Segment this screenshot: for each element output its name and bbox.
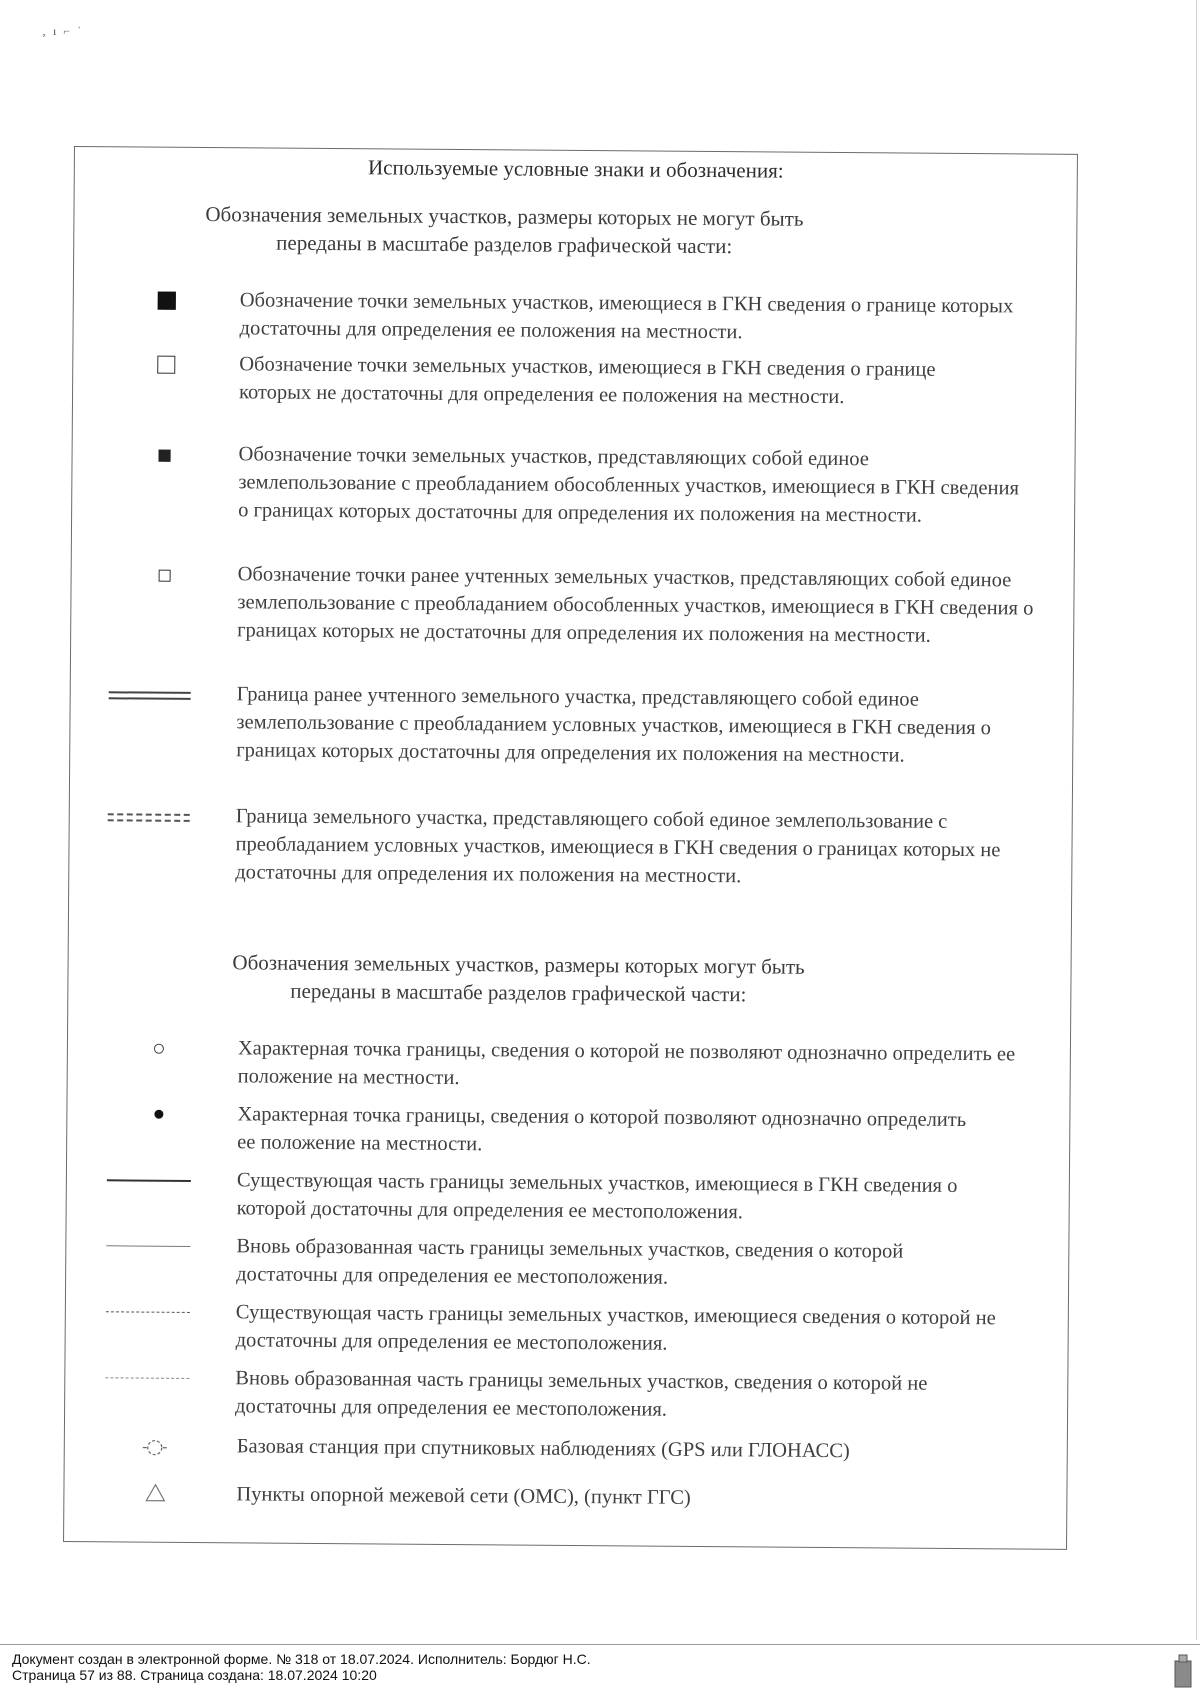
legend-frame: [63, 146, 1078, 1550]
section-2-heading-line1: Обозначения земельных участков, размеры которых могут быть: [218, 948, 818, 981]
section-1-heading-line1: Обозначения земельных участков, размеры которых не могут быть: [204, 200, 804, 233]
legend-item-text: Пункты опорной межевой сети (ОМС), (пункт ГГС): [236, 1480, 1036, 1514]
legend-item-text: Граница ранее учтенного земельного участка, представляющего собой единое землепользование с преобладанием условных участков, имеющиеся в ГКН сведения о границах которых достаточны для определения их положения на местности.: [236, 680, 1037, 770]
legend-item-text: Вновь образованная часть границы земельных участков, сведения о которой достаточны для определения ее местоположения.: [236, 1232, 956, 1294]
legend-item-text: Граница земельного участка, представляющего собой единое землепользование с преобладанием условных участков, имеющиеся в ГКН сведения о границах которых не достаточны для определения их положения на местности.: [235, 802, 1036, 892]
base-station-icon: [141, 1434, 169, 1462]
section-2-heading-line2: переданы в масштабе разделов графической части:: [218, 976, 818, 1009]
legend-item: [74, 285, 1076, 293]
legend-item-text: Обозначение точки земельных участков, представляющих собой единое землепользование с преобладанием обособленных участков, имеющиеся в ГКН сведения о границах которых достаточны для определения их положения на местности.: [238, 440, 1029, 530]
legend-item-text: Обозначение точки земельных участков, имеющиеся в ГКН сведения о границе которых достаточны для определения ее положения на местности.: [239, 286, 1019, 348]
open-square-icon: [157, 356, 175, 374]
legend-item: [68, 1099, 1070, 1107]
triangle-icon: [144, 1482, 166, 1504]
legend-item: [72, 559, 1074, 567]
small-filled-square-icon: [159, 450, 171, 462]
filled-circle-icon: [154, 1110, 163, 1119]
double-line-icon: [109, 691, 191, 700]
small-open-square-icon: [159, 570, 171, 582]
open-circle-icon: [154, 1044, 164, 1054]
legend-item: [66, 1231, 1068, 1239]
section-1-heading: [204, 200, 804, 261]
legend-item: [73, 439, 1075, 447]
legend-item-text: Характерная точка границы, сведения о которой позволяют однозначно определить ее положение на местности.: [237, 1100, 977, 1162]
thin-dashed-line-icon: [105, 1377, 189, 1379]
legend-item-text: Вновь образованная часть границы земельных участков, сведения о которой не достаточны для определения ее местоположения.: [235, 1364, 955, 1426]
dashed-line-icon: [106, 1311, 190, 1313]
dashed-double-line-icon: [108, 813, 190, 822]
section-2-heading: [218, 948, 818, 1009]
document-footer: [0, 1644, 1200, 1699]
legend-item: [65, 1431, 1067, 1439]
legend-item-text: Существующая часть границы земельных участков, имеющиеся сведения о которой не достаточны для определения ее местоположения.: [236, 1298, 1026, 1360]
legend-item-text: Обозначение точки земельных участков, имеющиеся в ГКН сведения о границе которых не достаточны для определения ее положения на местности.: [239, 350, 959, 412]
legend-item-text: Существующая часть границы земельных участков, имеющиеся в ГКН сведения о которой достаточны для определения ее местоположения.: [237, 1166, 977, 1228]
legend-title: Используемые условные знаки и обозначения:: [75, 153, 1077, 186]
filled-square-icon: [158, 292, 176, 310]
footer-line2: Страница 57 из 88. Страница создана: 18.07.2024 10:20: [12, 1667, 377, 1683]
thin-line-icon: [106, 1245, 190, 1247]
solid-line-icon: [107, 1179, 191, 1182]
document-badge-icon: [1172, 1651, 1194, 1691]
scan-marks: ‚ ı ⌐ ˈ: [42, 24, 83, 39]
legend-item-text: Базовая станция при спутниковых наблюдениях (GPS или ГЛОНАСС): [237, 1432, 1037, 1466]
legend-item: [67, 1165, 1069, 1173]
legend-item: [66, 1297, 1068, 1305]
legend-item: [68, 1033, 1070, 1041]
legend-item-text: Характерная точка границы, сведения о которой не позволяют однозначно определить ее положение на местности.: [238, 1034, 1038, 1096]
footer-line1: Документ создан в электронной форме. № 318 от 18.07.2024. Исполнитель: Бордюг Н.С.: [12, 1651, 591, 1667]
legend-item-text: Обозначение точки ранее учтенных земельных участков, представляющих собой единое землепользование с преобладанием обособленных участков, имеющиеся в ГКН сведения о границах которых не достаточны для определения их положения на местности.: [237, 560, 1038, 650]
legend-item: [70, 801, 1072, 809]
legend-item: [65, 1363, 1067, 1371]
legend-item: [65, 1479, 1067, 1487]
legend-item: [71, 679, 1073, 687]
page-edge: [1196, 0, 1197, 1640]
section-1-heading-line2: переданы в масштабе разделов графической части:: [204, 228, 804, 261]
legend-item: [73, 349, 1075, 357]
